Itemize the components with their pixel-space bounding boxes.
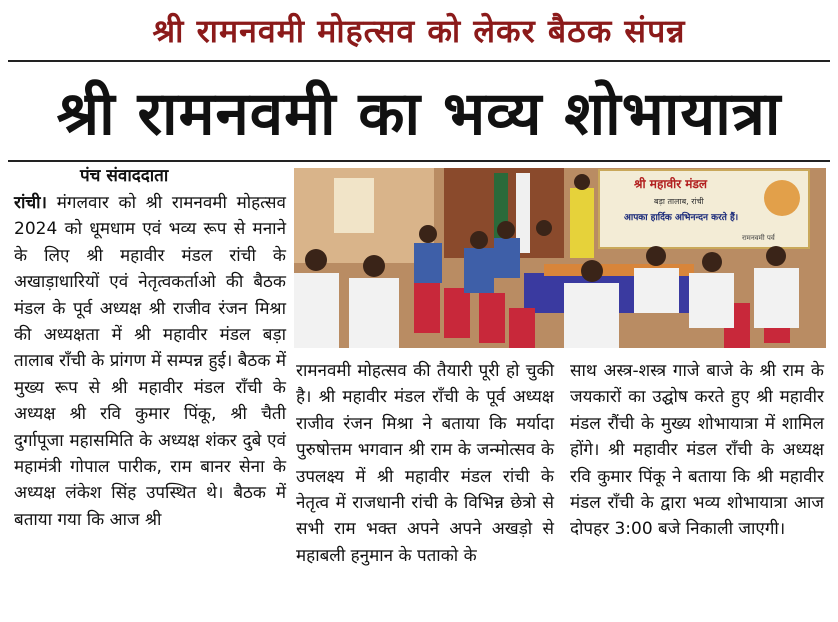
kicker-headline: श्री रामनवमी मोहत्सव को लेकर बैठक संपन्न (152, 12, 686, 50)
byline: पंच संवाददाता (80, 166, 169, 186)
article-column-2 (296, 358, 554, 569)
main-headline: श्री रामनवमी का भव्य शोभायात्रा (56, 79, 782, 149)
column-1-text: मंगलवार को श्री रामनवमी मोहत्सव 2024 को धूमधाम एवं भव्य रूप से मनाने के लिए श्री महावीर मंडल रांची के अखाड़ाधारियों एवं नेतृत्वकर्ताओ की बैठक मंडल के पूर्व अध्यक्ष श्री राजीव रंजन मिश्रा की अध्यक्षता में श्री महावीर मंडल बड़ा तालाब राँची के प्रांगण में सम्पन्न हुई। बैठक में मुख्य रूप से श्री महावीर मंडल राँची के अध्यक्ष श्री रवि कुमार पिंकू, श्री चैती दुर्गापूजा महासमिति के अध्यक्ष शंकर दुबे एवं महामंत्री गोपाल पारीक, राम बानर सेना के अध्यक्ष लंकेश सिंह उपस्थित थे। बैठक में बताया गया कि आज श्री (14, 193, 286, 530)
banner-title: श्री महावीर मंडल (634, 177, 708, 191)
column-3-text: साथ अस्त्र-शस्त्र गाजे बाजे के श्री राम के जयकारों का उद्घोष करते हुए श्री महावीर मंडल रौंची के मुख्य शोभायात्रा में शामिल होंगे। श्री महावीर मंडल राँची के अध्यक्ष रवि कुमार पिंकू ने बताया कि श्री महावीर मंडल राँची के द्वारा भव्य शोभायात्रा आज दोपहर 3:00 बजे निकाली जाएगी। (570, 361, 824, 540)
banner-subtitle: बड़ा तालाब, रांची (654, 197, 704, 206)
meeting-photo-illustration (294, 168, 826, 348)
banner-welcome: आपका हार्दिक अभिनन्दन करते हैं। (624, 213, 739, 223)
article-column-3 (570, 358, 824, 543)
top-divider (8, 60, 830, 62)
meeting-photo (294, 168, 826, 348)
column-2-text: रामनवमी मोहत्सव की तैयारी पूरी हो चुकी है। श्री महावीर मंडल राँची के पूर्व अध्यक्ष राजीव रंजन मिश्रा ने बताया कि मर्यादा पुरुषोत्तम भगवान श्री राम के जन्मोत्सव के उपलक्ष्य में श्री महावीर मंडल रांची के नेतृत्व में राजधानी रांची के विभिन्न छेत्रो से सभी राम भक्त अपने अपने अखड़ो से महाबली हनुमान के पताको के (296, 361, 554, 566)
article-column-1 (14, 190, 286, 533)
banner-corner: रामनवमी पर्व (742, 234, 775, 242)
dateline: रांची। (14, 193, 47, 213)
headline-divider (8, 160, 830, 162)
